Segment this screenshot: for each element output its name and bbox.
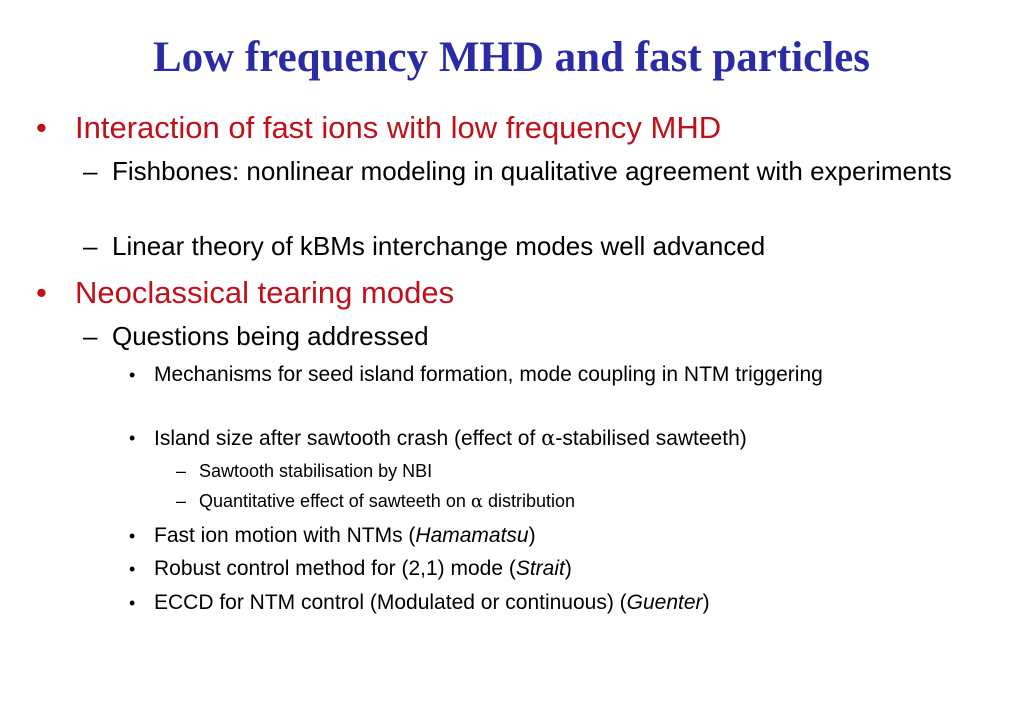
author-hamamatsu: Hamamatsu (415, 524, 529, 547)
bullet-dot-icon: • (129, 593, 136, 613)
slide-title: Low frequency MHD and fast particles (152, 34, 871, 81)
bullet-dot-icon: • (129, 365, 136, 385)
item-fast-ion-motion-text: Fast ion motion with NTMs (Hamamatsu) (154, 524, 536, 547)
dash-icon: – (83, 156, 98, 186)
item-eccd-text: ECCD for NTM control (Modulated or continuous) (Guenter) (154, 591, 710, 614)
sub-bullet-linear-theory-text: Linear theory of kBMs interchange modes well advanced (112, 231, 766, 261)
bullet-1-text: Interaction of fast ions with low frequency MHD (75, 110, 722, 145)
sub-item-quantitative-effect-text: Quantitative effect of sawteeth on α distribution (199, 491, 576, 512)
sub-bullet-questions-text: Questions being addressed (112, 321, 429, 351)
item-island-size-text: Island size after sawtooth crash (effect of α-stabilised sawteeth) (154, 426, 747, 450)
sub-item-sawtooth-nbi-text: Sawtooth stabilisation by NBI (199, 461, 433, 481)
bullet-2-text: Neoclassical tearing modes (75, 275, 455, 310)
bullet-dot-icon: • (36, 275, 47, 310)
item-mechanisms-text: Mechanisms for seed island formation, mode coupling in NTM triggering (154, 363, 823, 386)
alpha-symbol: α (470, 491, 483, 512)
item-robust-control-text: Robust control method for (2,1) mode (Strait) (154, 557, 572, 580)
sub-bullet-fishbones-text: Fishbones: nonlinear modeling in qualitative agreement with experiments (112, 156, 952, 186)
bullet-dot-icon: • (129, 428, 136, 448)
bullet-dot-icon: • (36, 110, 47, 145)
dash-icon: – (83, 321, 98, 351)
dash-icon: – (176, 491, 187, 511)
dash-icon: – (176, 461, 187, 481)
bullet-dot-icon: • (129, 559, 136, 579)
bullet-dot-icon: • (129, 526, 136, 546)
dash-icon: – (83, 231, 98, 261)
author-strait: Strait (515, 557, 565, 580)
alpha-symbol: α (541, 426, 556, 450)
author-guenter: Guenter (626, 591, 703, 614)
